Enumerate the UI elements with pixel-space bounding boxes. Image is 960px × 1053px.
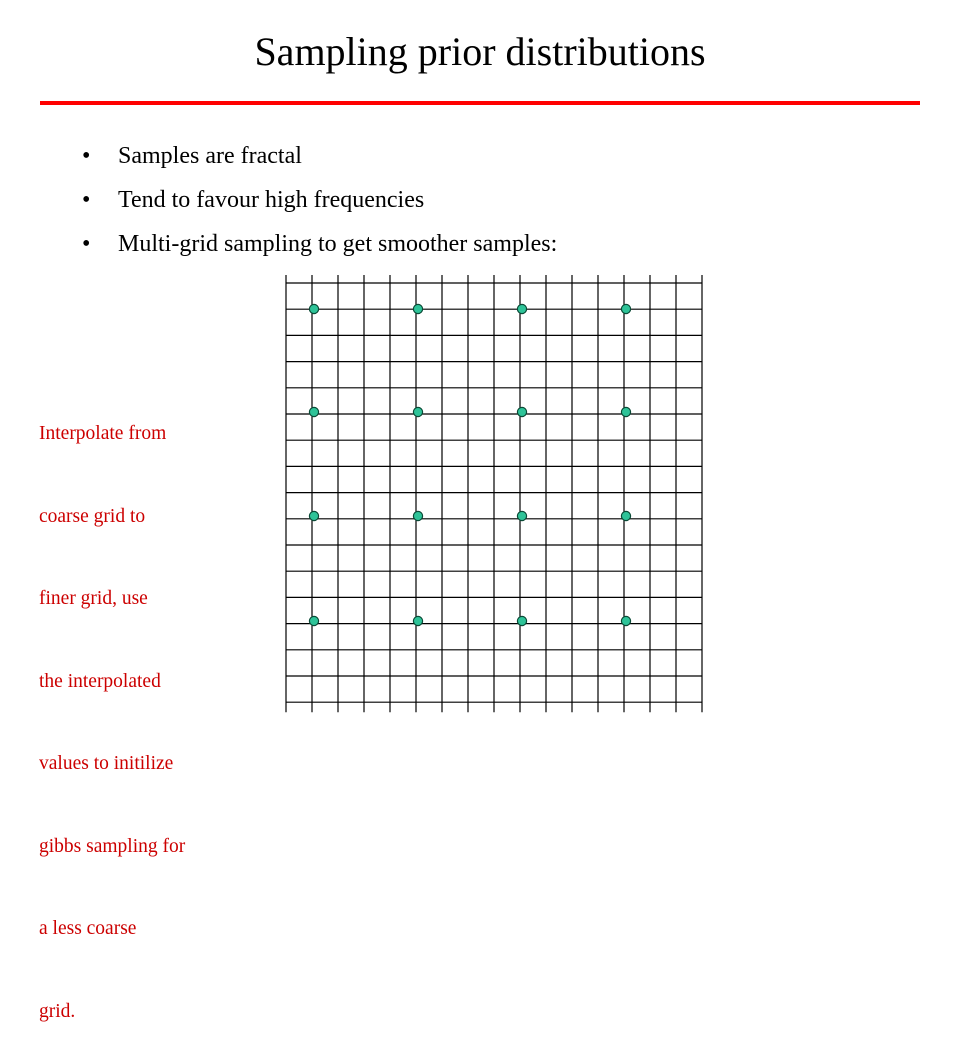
coarse-grid-node: [309, 511, 318, 520]
bullet-text: Tend to favour high frequencies: [118, 187, 425, 213]
bullet-text: Multi-grid sampling to get smoother samples:: [118, 231, 558, 257]
coarse-grid-node: [517, 616, 526, 625]
coarse-grid-node: [413, 304, 422, 313]
coarse-grid-node: [517, 511, 526, 520]
note-line: a less coarse: [39, 918, 137, 939]
coarse-grid-node: [413, 511, 422, 520]
bullet-glyph: •: [82, 143, 91, 169]
slide-title: Sampling prior distributions: [254, 29, 706, 74]
note-line: finer grid, use: [39, 588, 148, 609]
coarse-grid-node: [621, 407, 630, 416]
note-line: Interpolate from: [39, 423, 167, 444]
coarse-grid-node: [621, 304, 630, 313]
coarse-grid-node: [517, 407, 526, 416]
note-line: values to initilize: [39, 753, 174, 774]
coarse-grid-node: [309, 616, 318, 625]
coarse-grid-node: [621, 511, 630, 520]
coarse-grid-node: [621, 616, 630, 625]
bullet-text: Samples are fractal: [118, 143, 302, 169]
bullet-glyph: •: [82, 231, 91, 257]
note-line: coarse grid to: [39, 505, 146, 527]
coarse-grid-node: [413, 407, 422, 416]
note-line: grid.: [39, 1000, 76, 1022]
coarse-grid-node: [517, 304, 526, 313]
coarse-grid-node: [413, 616, 422, 625]
bullet-glyph: •: [82, 187, 91, 213]
note-line: the interpolated: [39, 670, 161, 692]
coarse-grid-node: [309, 304, 318, 313]
coarse-grid-node: [309, 407, 318, 416]
note-line: gibbs sampling for: [39, 835, 186, 857]
